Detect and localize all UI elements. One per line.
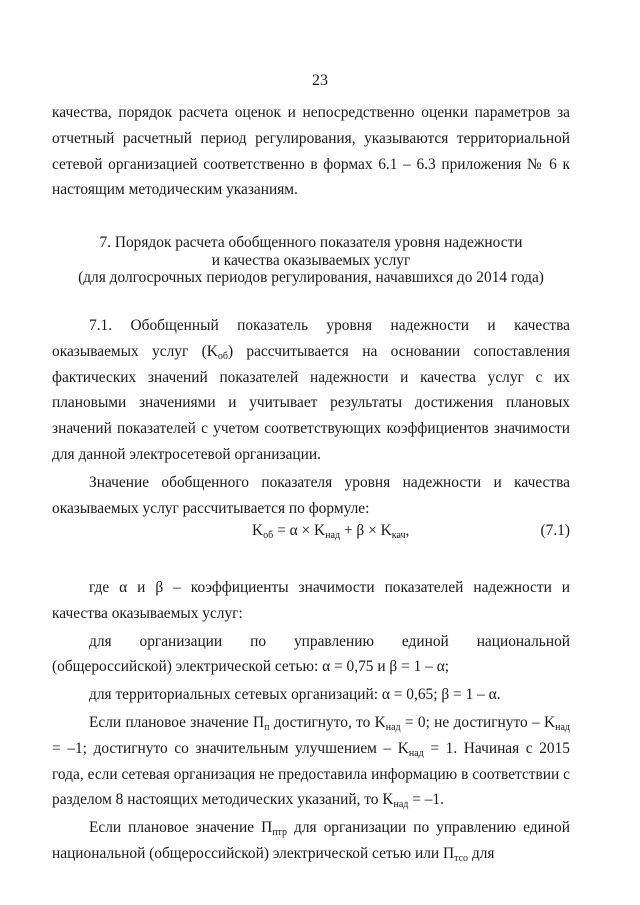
formula-mid2: + β × K bbox=[340, 522, 392, 539]
last-sub-tso: тсо bbox=[454, 852, 469, 864]
page-number: 23 bbox=[312, 72, 328, 89]
org2-paragraph: для территориальных сетевых организаций: α = 0,65; β = 1 – α. bbox=[89, 686, 501, 704]
org1-paragraph: для организации по управлению единой национальной (общероссийской) электрической сетью: α = 0,75 и β = 1 – α; bbox=[52, 632, 570, 676]
section-title-line2: и качества оказываемых услуг bbox=[211, 251, 411, 269]
formula-intro-paragraph: Значение обобщенного показателя уровня надежности и качества оказываемых услуг рассчитывается по формуле: bbox=[52, 473, 570, 517]
plan-paragraph bbox=[52, 710, 570, 813]
last-sub-ptr: птр bbox=[272, 827, 288, 839]
section-body-top bbox=[52, 313, 570, 521]
formula-7-1 bbox=[52, 522, 570, 546]
formula-kach-sub: кач bbox=[391, 530, 406, 541]
last-b: для организации по управлению единой национальной (общероссийской) электрической сетью или П bbox=[52, 819, 570, 862]
plan-sub1: над bbox=[385, 721, 401, 733]
section-heading bbox=[52, 234, 570, 287]
section-body-bottom bbox=[52, 575, 570, 867]
last-c: для bbox=[468, 844, 495, 862]
formula-number: (7.1) bbox=[540, 522, 570, 539]
formula-mid1: = α × K bbox=[273, 522, 326, 539]
plan-e: = 1. Начиная с 2015 года, если сетевая организация не предоставила информацию в соответствии с разделом 8 настоящих методических указаний, то K bbox=[52, 739, 570, 809]
last-a: Если плановое значение П bbox=[89, 819, 273, 837]
plan-c: = 0; не достигнуто – K bbox=[400, 713, 556, 731]
where-paragraph: где α и β – коэффициенты значимости показателей надежности и качества оказываемых услуг: bbox=[52, 579, 570, 622]
paragraph-7-1 bbox=[52, 313, 570, 468]
plan-f: = –1. bbox=[408, 791, 444, 809]
formula-k: K bbox=[252, 522, 264, 539]
intro-paragraph bbox=[52, 100, 570, 203]
plan-sub2: над bbox=[555, 721, 570, 733]
section-title-line3: (для долгосрочных периодов регулирования, начавшихся до 2014 года) bbox=[78, 269, 544, 286]
intro-text: качества, порядок расчета оценок и непосредственно оценки параметров за отчетный расчетный период регулирования, указываются территориальной сетевой организацией соответственно в формах 6.1 – 6.3 приложения № 6 к настоящим методическим указаниям. bbox=[52, 104, 570, 199]
p71-text-a: 7.1. Обобщенный показатель уровня надежности и качества оказываемых услуг (K bbox=[52, 317, 570, 360]
p71-text-b: ) рассчитывается на основании сопоставления фактических значений показателей надежности и качества услуг с их плановыми значениями и учитывает результаты достижения плановых значений показателей с учетом соответствующих коэффициентов значимости для данной электросетевой организации. bbox=[52, 342, 570, 463]
plan-a: Если плановое значение П bbox=[89, 713, 265, 731]
last-paragraph bbox=[52, 815, 570, 867]
formula-k-sub: об bbox=[263, 530, 274, 541]
plan-sub-p: п bbox=[264, 721, 270, 733]
p71-sub: об bbox=[217, 350, 228, 362]
plan-d: = –1; достигнуто со значительным улучшением – K bbox=[52, 739, 409, 757]
plan-sub4: над bbox=[393, 799, 409, 811]
formula-nad-sub: над bbox=[325, 530, 341, 541]
plan-sub3: над bbox=[408, 747, 424, 759]
formula-end: , bbox=[405, 522, 410, 539]
formula-expression bbox=[252, 522, 409, 540]
section-title-line1: 7. Порядок расчета обобщенного показателя уровня надежности bbox=[99, 234, 523, 251]
plan-b: достигнуто, то K bbox=[269, 713, 386, 731]
